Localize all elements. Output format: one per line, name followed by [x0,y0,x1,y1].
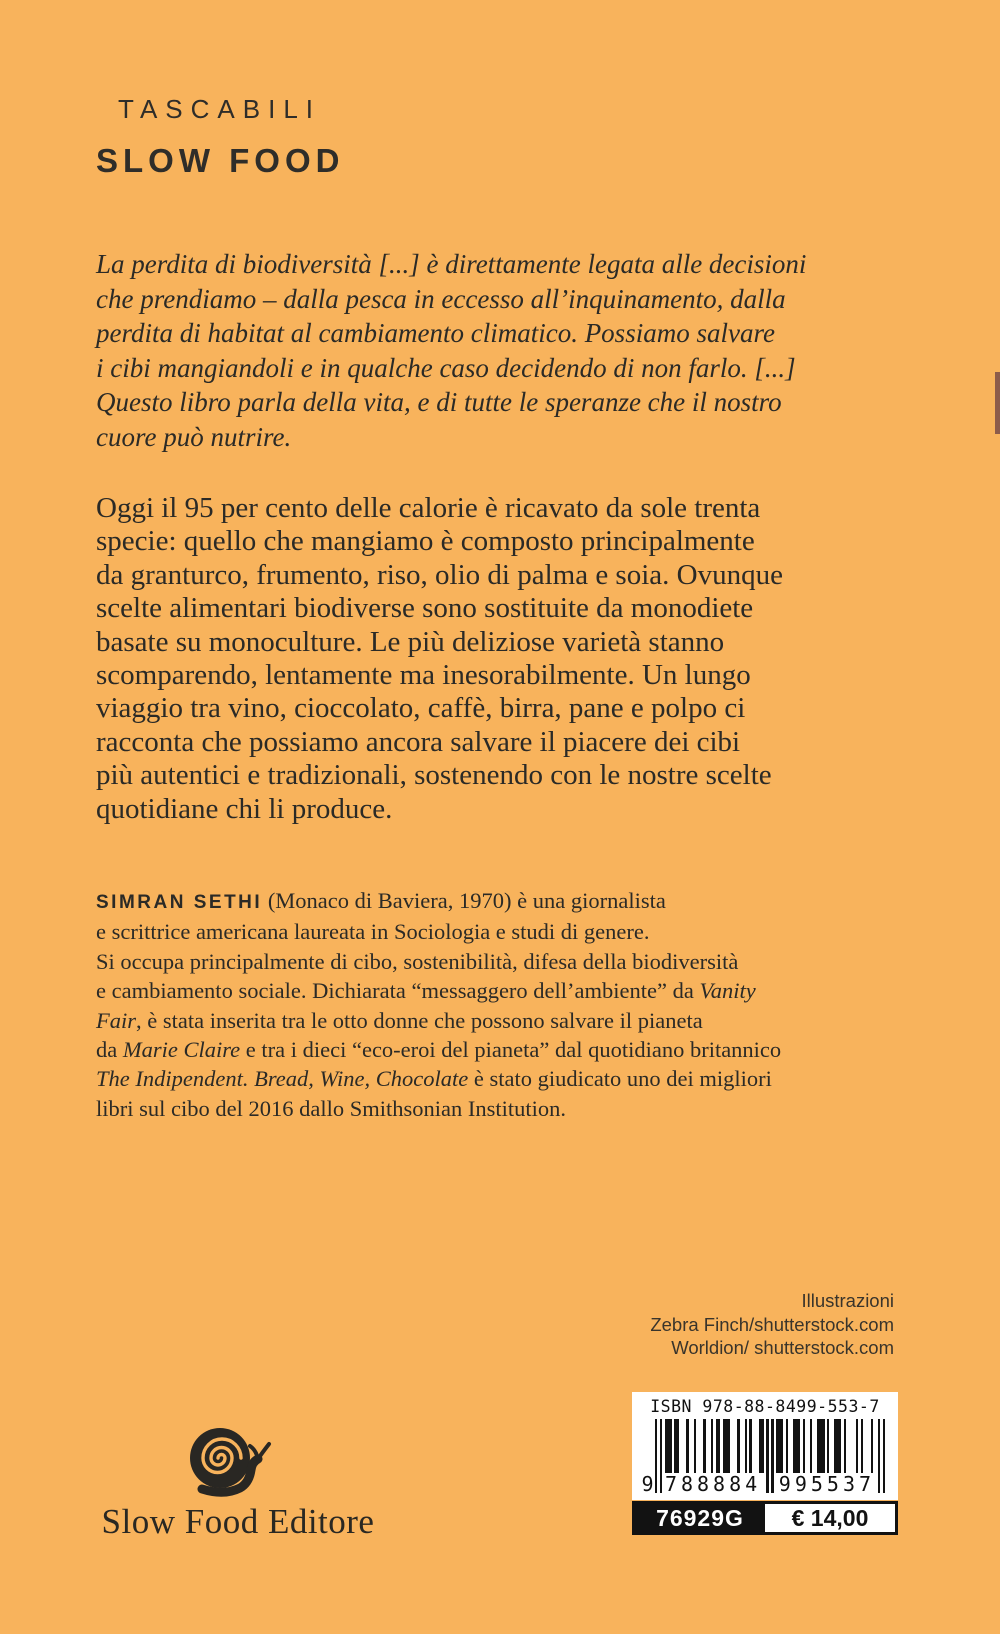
text-segment: Si occupa principalmente di cibo, sostenibilità, difesa della biodiversità [96,948,739,974]
text-line [96,1094,781,1123]
text-line: i cibi mangiandoli e in qualche caso decidendo di non farlo. [...] [96,352,796,383]
text-segment: (Monaco di Baviera, 1970) è una giornalista [262,888,666,913]
series-header [96,94,344,180]
price-strip [632,1501,898,1535]
ean-digits-right: 995537 [776,1473,877,1496]
text-line: La perdita di biodiversità [...] è direttamente legata alle decisioni [96,249,807,279]
text-line: che prendiamo – dalla pesca in eccesso all’inquinamento, dalla [96,283,786,314]
text-line: scelte alimentari biodiverse sono sostituite da monodiete [96,592,754,625]
snail-logo [186,1420,290,1498]
text-line: Questo libro parla della vita, e di tutte le speranze che il nostro [96,387,782,417]
text-segment: e cambiamento sociale. Dichiarata “messaggero dell’ambiente” da [96,978,700,1004]
text-segment: è stato giudicato uno dei migliori [468,1066,772,1092]
spine-sliver [995,372,1000,434]
text-line [96,1064,781,1093]
text-line [96,947,781,976]
publisher-block [88,1420,388,1542]
text-line: quotidiane chi li produce. [96,792,393,825]
text-line: racconta che possiamo ancora salvare il piacere dei cibi [96,725,741,758]
text-line: perdita di habitat al cambiamento climatico. Possiamo salvare [96,318,775,348]
text-line [96,1035,781,1064]
text-segment: SIMRAN SETHI [96,892,263,913]
author-bio [96,886,781,1123]
text-line: basate su monoculture. Le più deliziose varietà stanno [96,625,725,658]
text-segment: da [96,1037,123,1063]
text-line: Illustrazioni [801,1290,894,1311]
quote-paragraph [96,247,806,454]
product-code: 76929G [635,1504,765,1532]
text-line [96,976,781,1005]
brand-title: SLOW FOOD [96,142,345,179]
text-segment: Fair [96,1007,137,1033]
illustration-credits [650,1289,894,1360]
text-line: più autentici e tradizionali, sostenendo con le nostre scelte [96,759,772,792]
publisher-name: Slow Food Editore [101,1502,375,1541]
ean-digits [641,1472,885,1496]
ean-digits-left: 788884 [662,1473,763,1496]
text-line: Zebra Finch/shutterstock.com [650,1313,894,1335]
text-segment: , è stata inserita tra le otto donne che possono salvare il pianeta [136,1007,703,1033]
text-line: viaggio tra vino, cioccolato, caffè, birra, pane e polpo ci [96,692,746,725]
text-segment: Vanity [699,978,756,1004]
text-line: Worldion/ shutterstock.com [671,1337,894,1358]
text-line [96,886,781,917]
synopsis-paragraph [96,492,783,826]
text-line: specie: quello che mangiamo è composto principalmente [96,525,755,558]
price: € 14,00 [791,1504,869,1531]
ean-digit-lead: 9 [641,1472,654,1496]
text-segment: libri sul cibo del 2016 dallo Smithsonian Institution. [96,1095,566,1121]
text-segment: e scrittrice americana laureata in Sociologia e studi di genere. [96,919,650,945]
text-line: da granturco, frumento, riso, olio di palma e soia. Ovunque [96,558,783,591]
text-line: cuore può nutrire. [96,421,292,452]
text-segment: Marie Claire [122,1037,241,1063]
text-segment: e tra i dieci “eco-eroi del pianeta” dal quotidiano britannico [240,1037,782,1063]
text-segment: The Indipendent. Bread, Wine, Chocolate [96,1066,469,1092]
isbn-label: ISBN 978-88-8499-553-7 [650,1397,880,1416]
barcode-box [632,1392,898,1500]
text-line: scomparendo, lentamente ma inesorabilmente. Un lungo [96,659,751,692]
text-line: Oggi il 95 per cento delle calorie è ricavato da sole trenta [96,492,761,524]
ean-barcode [641,1419,888,1496]
text-line [96,917,781,946]
collection-title: TASCABILI [118,94,322,124]
text-line [96,1006,781,1035]
